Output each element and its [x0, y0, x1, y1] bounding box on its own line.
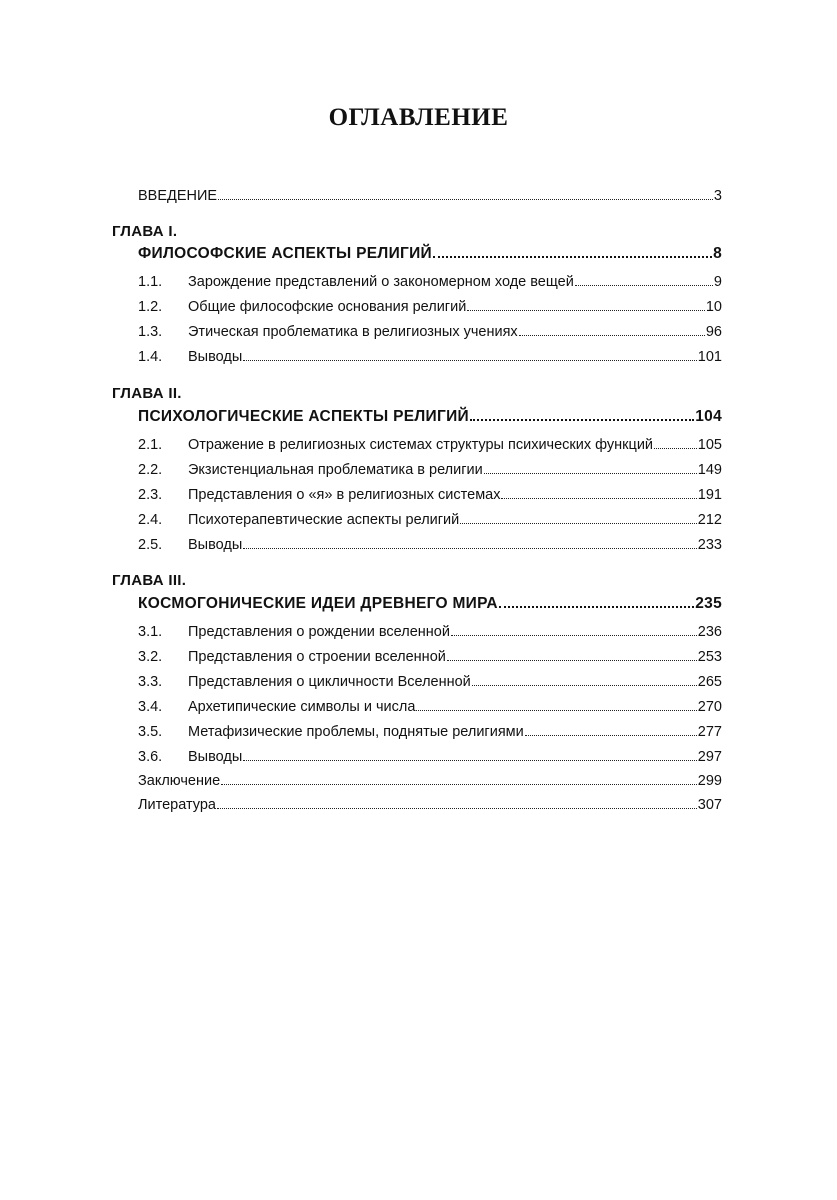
dot-leader [243, 360, 697, 361]
toc-entry-1-2[interactable] [138, 292, 722, 314]
section-number: 3.5. [138, 723, 163, 740]
dot-leader [460, 523, 697, 524]
dot-leader [217, 808, 697, 809]
section-number: 2.4. [138, 511, 163, 528]
dot-leader [519, 335, 705, 336]
section-number: 1.4. [138, 348, 163, 365]
toc-page-number: 253 [697, 648, 722, 665]
section-number: 3.6. [138, 748, 163, 765]
toc-entry-1-3[interactable] [138, 317, 722, 339]
dot-leader [447, 660, 697, 661]
toc-entry-3-2[interactable] [138, 642, 722, 664]
toc-entry-1-4[interactable] [138, 342, 722, 364]
chapter-1-heading: ГЛАВА I. [112, 223, 178, 240]
dot-leader [654, 448, 697, 449]
toc-entry-3-4[interactable] [138, 692, 722, 714]
toc-page-number: 270 [697, 698, 722, 715]
toc-page-number: 104 [695, 407, 722, 425]
dot-leader [499, 606, 694, 608]
chapter-2-title-entry[interactable] [138, 402, 722, 424]
dot-leader [467, 310, 705, 311]
toc-page-number: 233 [697, 536, 722, 553]
dot-leader [433, 256, 712, 258]
toc-page-number: 277 [697, 723, 722, 740]
dot-leader [484, 473, 697, 474]
toc-entry-text: Выводы [188, 536, 243, 553]
toc-entry-2-3[interactable] [138, 480, 722, 502]
toc-entry-conclusion[interactable] [138, 766, 722, 788]
toc-entry-2-2[interactable] [138, 455, 722, 477]
toc-entry-text: Литература [138, 796, 216, 813]
toc-entry-2-5[interactable] [138, 530, 722, 552]
toc-entry-text: Представления о строении вселенной [188, 648, 446, 665]
toc-page-number: 8 [713, 244, 722, 262]
chapter-title-text: ФИЛОСОФСКИЕ АСПЕКТЫ РЕЛИГИЙ [138, 244, 432, 262]
section-number: 2.2. [138, 461, 163, 478]
dot-leader [221, 784, 697, 785]
toc-entry-text: Экзистенциальная проблематика в религии [188, 461, 483, 478]
toc-page-number: 101 [697, 348, 722, 365]
toc-entry-text: Выводы [188, 348, 243, 365]
toc-page-number: 105 [697, 436, 722, 453]
section-number: 2.1. [138, 436, 163, 453]
dot-leader [575, 285, 713, 286]
dot-leader [451, 635, 697, 636]
toc-page-number: 3 [713, 187, 722, 204]
toc-entry-text: Заключение [138, 772, 221, 789]
toc-page-number: 235 [695, 594, 722, 612]
toc-entry-text: Выводы [188, 748, 243, 765]
toc-entry-text: Отражение в религиозных системах структуры психических функций [188, 436, 654, 453]
toc-page-number: 9 [713, 273, 722, 290]
toc-entry-intro[interactable] [138, 181, 722, 203]
page-title: ОГЛАВЛЕНИЕ [328, 104, 509, 131]
toc-entry-1-1[interactable] [138, 267, 722, 289]
toc-entry-text: Метафизические проблемы, поднятые религиями [188, 723, 524, 740]
toc-page-number: 96 [705, 323, 722, 340]
toc-entry-text: Этическая проблематика в религиозных учениях [188, 323, 518, 340]
dot-leader [525, 735, 697, 736]
dot-leader [243, 548, 697, 549]
toc-entry-text: Представления о цикличности Вселенной [188, 673, 471, 690]
section-number: 2.3. [138, 486, 163, 503]
toc-entry-3-6[interactable] [138, 742, 722, 764]
toc-page-number: 307 [697, 796, 722, 813]
toc-page-number: 297 [697, 748, 722, 765]
toc-page-number: 10 [705, 298, 722, 315]
toc-entry-text: ВВЕДЕНИЕ [138, 187, 218, 204]
section-number: 3.2. [138, 648, 163, 665]
toc-entry-2-4[interactable] [138, 505, 722, 527]
toc-page-number: 299 [697, 772, 722, 789]
toc-page-number: 212 [697, 511, 722, 528]
toc-page-number: 191 [697, 486, 722, 503]
dot-leader [472, 685, 697, 686]
toc-page-number: 236 [697, 623, 722, 640]
chapter-3-title-entry[interactable] [138, 589, 722, 611]
section-number: 3.4. [138, 698, 163, 715]
toc-entry-text: Представления о рождении вселенной [188, 623, 450, 640]
toc-entry-3-3[interactable] [138, 667, 722, 689]
section-number: 2.5. [138, 536, 163, 553]
chapter-3-heading: ГЛАВА III. [112, 572, 187, 589]
chapter-title-text: ПСИХОЛОГИЧЕСКИЕ АСПЕКТЫ РЕЛИГИЙ [138, 407, 469, 425]
toc-entry-text: Представления о «я» в религиозных системах [188, 486, 501, 503]
dot-leader [416, 710, 696, 711]
section-number: 1.2. [138, 298, 163, 315]
chapter-title-text: КОСМОГОНИЧЕСКИЕ ИДЕИ ДРЕВНЕГО МИРА [138, 594, 498, 612]
toc-entry-literature[interactable] [138, 790, 722, 812]
dot-leader [501, 498, 696, 499]
toc-page-number: 265 [697, 673, 722, 690]
toc-entry-text: Архетипические символы и числа [188, 698, 416, 715]
chapter-1-title-entry[interactable] [138, 239, 722, 261]
dot-leader [470, 419, 694, 421]
dot-leader [243, 760, 697, 761]
section-number: 3.3. [138, 673, 163, 690]
section-number: 1.3. [138, 323, 163, 340]
toc-entry-3-1[interactable] [138, 617, 722, 639]
toc-entry-text: Зарождение представлений о закономерном ходе вещей [188, 273, 574, 290]
dot-leader [218, 199, 713, 200]
toc-entry-text: Общие философские основания религий [188, 298, 467, 315]
section-number: 1.1. [138, 273, 163, 290]
toc-entry-text: Психотерапевтические аспекты религий [188, 511, 460, 528]
chapter-2-heading: ГЛАВА II. [112, 385, 182, 402]
toc-entry-2-1[interactable] [138, 430, 722, 452]
toc-entry-3-5[interactable] [138, 717, 722, 739]
toc-page-number: 149 [697, 461, 722, 478]
section-number: 3.1. [138, 623, 163, 640]
